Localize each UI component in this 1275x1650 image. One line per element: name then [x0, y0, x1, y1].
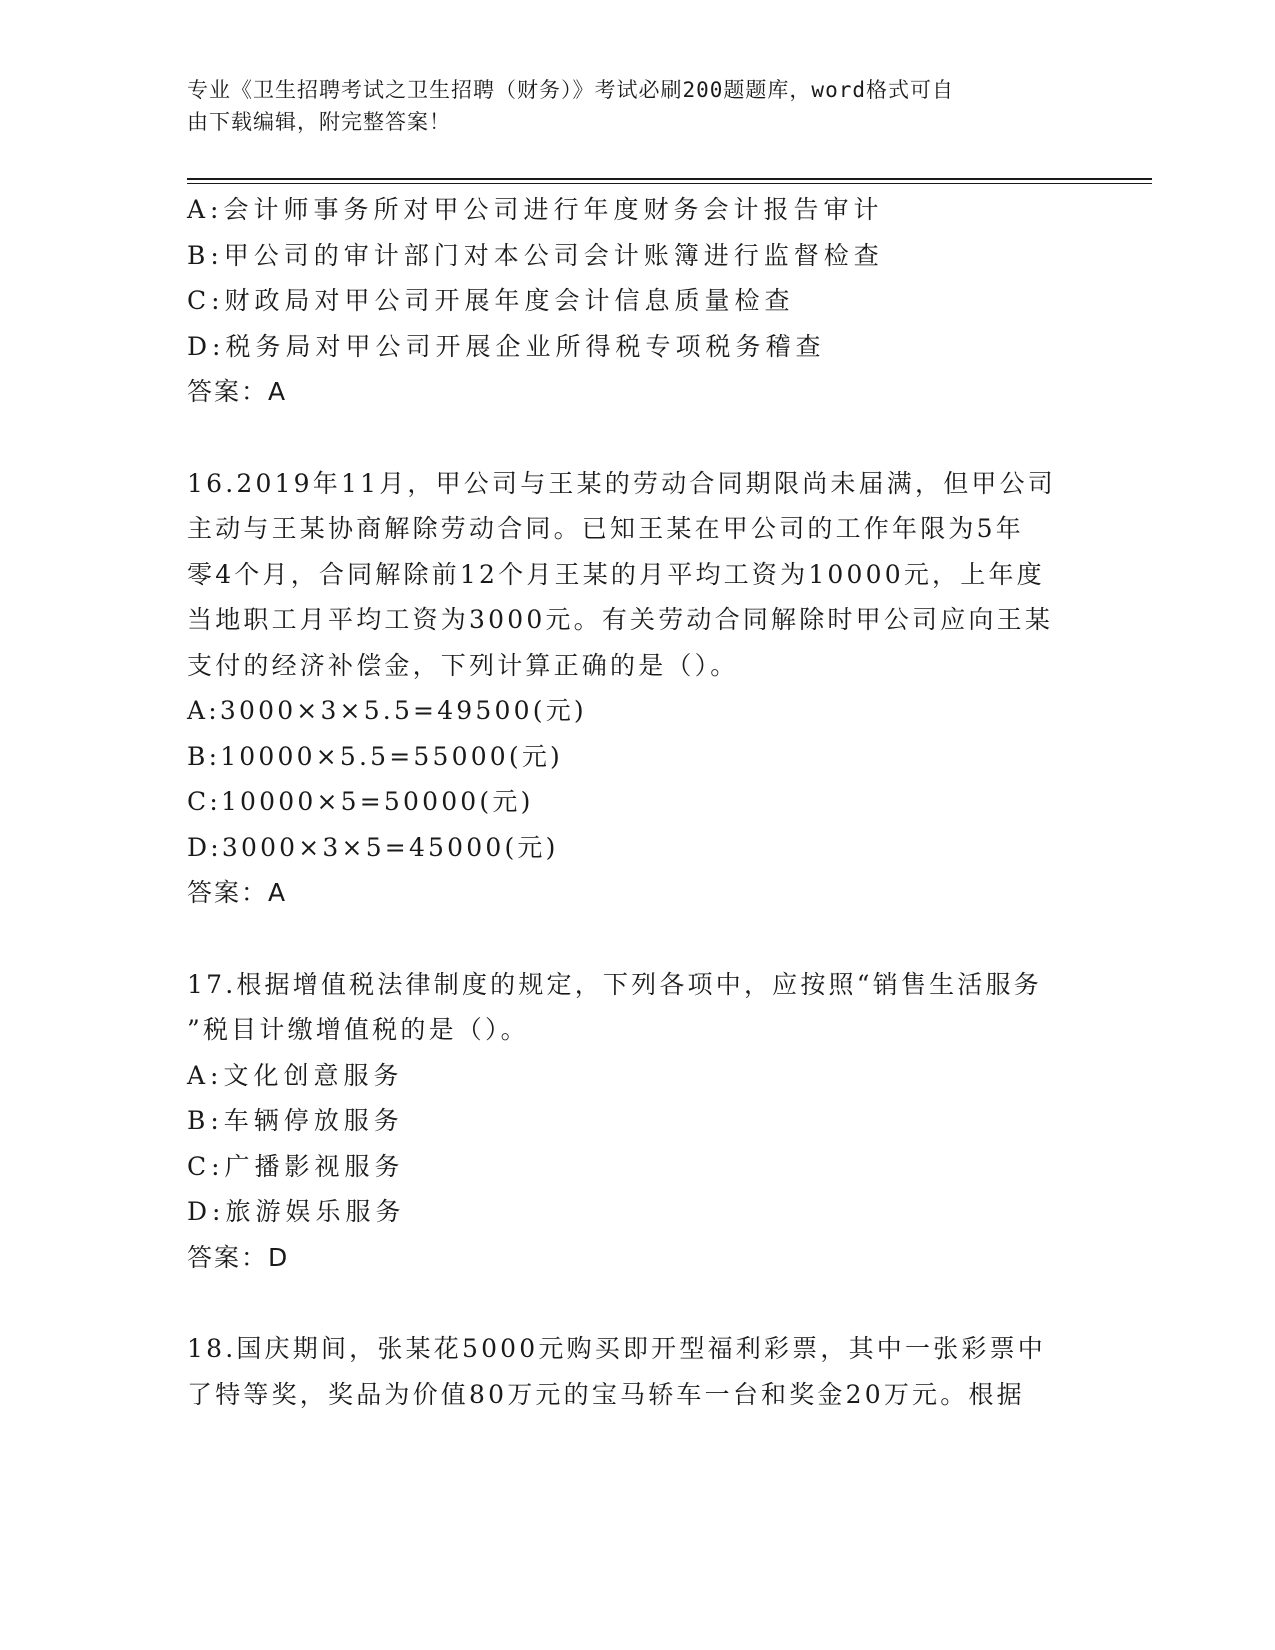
- answer: 答案：A: [187, 878, 288, 907]
- question-16: [187, 461, 1087, 916]
- spacer: [187, 415, 1087, 461]
- option-b: B:车辆停放服务: [187, 1106, 404, 1135]
- document-header: [187, 74, 1067, 138]
- question-text-line: 17.根据增值税法律制度的规定，下列各项中，应按照“销售生活服务: [187, 969, 1042, 999]
- header-line-2: 由下载编辑，附完整答案！: [187, 110, 451, 134]
- question-18: [187, 1326, 1087, 1417]
- spacer: [187, 1280, 1087, 1326]
- option-a: A:文化创意服务: [187, 1060, 404, 1090]
- option-a: A:3000×3×5.5=49500(元): [187, 696, 587, 725]
- header-line-1: 专业《卫生招聘考试之卫生招聘（财务）》考试必刷200题题库，word格式可自: [187, 78, 954, 102]
- question-text-line: ”税目计缴增值税的是（）。: [187, 1015, 529, 1044]
- option-d: D:旅游娱乐服务: [187, 1197, 406, 1226]
- option-c: C:10000×5=50000(元): [187, 787, 534, 816]
- question-17: [187, 962, 1087, 1281]
- option-d: D:3000×3×5=45000(元): [187, 832, 559, 862]
- document-body: [187, 187, 1087, 1417]
- header-divider-thick: [187, 178, 1152, 180]
- answer: 答案：A: [187, 377, 288, 406]
- header-divider-thin: [187, 183, 1152, 184]
- question-text-line: 主动与王某协商解除劳动合同。已知王某在甲公司的工作年限为5年: [187, 514, 1024, 543]
- question-15: [187, 187, 1087, 415]
- answer: 答案：D: [187, 1242, 290, 1272]
- option-c: C:广播影视服务: [187, 1151, 405, 1181]
- question-text-line: 零4个月，合同解除前12个月王某的月平均工资为10000元，上年度: [187, 559, 1045, 589]
- question-text-line: 支付的经济补偿金，下列计算正确的是（）。: [187, 650, 739, 680]
- option-a: A:会计师事务所对甲公司进行年度财务会计报告审计: [187, 195, 884, 224]
- option-d: D:税务局对甲公司开展企业所得税专项税务稽查: [187, 331, 826, 361]
- option-b: B:甲公司的审计部门对本公司会计账簿进行监督检查: [187, 240, 884, 270]
- option-c: C:财政局对甲公司开展年度会计信息质量检查: [187, 286, 795, 315]
- option-b: B:10000×5.5=55000(元): [187, 741, 564, 771]
- question-text-line: 当地职工月平均工资为3000元。有关劳动合同解除时甲公司应向王某: [187, 605, 1054, 634]
- question-text-line: 18.国庆期间，张某花5000元购买即开型福利彩票，其中一张彩票中: [187, 1334, 1046, 1363]
- question-text-line: 了特等奖，奖品为价值80万元的宝马轿车一台和奖金20万元。根据: [187, 1379, 1025, 1409]
- question-text-line: 16.2019年11月，甲公司与王某的劳动合同期限尚未届满，但甲公司: [187, 468, 1056, 498]
- spacer: [187, 916, 1087, 962]
